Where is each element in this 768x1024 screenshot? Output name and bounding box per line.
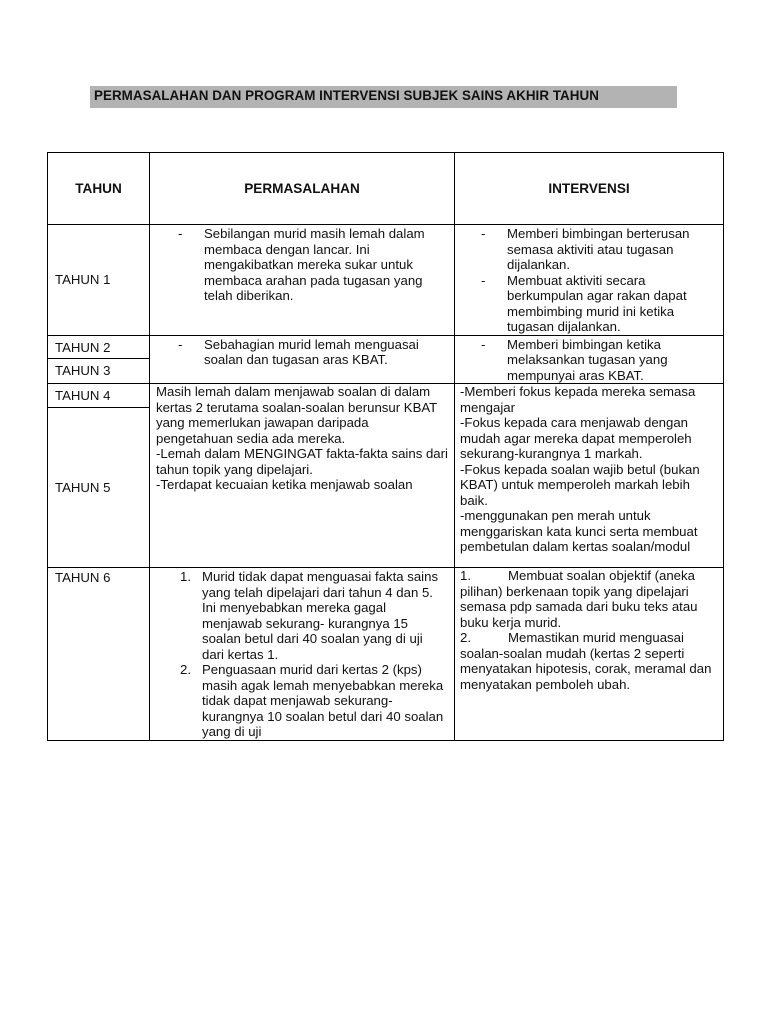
intervention-table — [47, 152, 724, 741]
list-item: 2. Memastikan murid menguasai soalan-soalan mudah (kertas 2 seperti menyatakan hipotesis, corak, meramal dan menyatakan pemboleh ubah. — [460, 630, 712, 692]
header-tahun: TAHUN — [48, 153, 150, 225]
intervention-cell — [455, 335, 724, 384]
list-item: - Memberi bimbingan berterusan semasa aktiviti atau tugasan dijalankan. — [481, 226, 690, 272]
table-row — [48, 384, 724, 408]
paragraph: -menggunakan pen merah untuk menggariskan kata kunci serta membuat pembetulan dalam kertas soalan/modul — [460, 508, 698, 554]
paragraph: -Terdapat kecuaian ketika menjawab soalan — [156, 477, 413, 492]
intervention-cell — [455, 384, 724, 568]
table-header-row — [48, 153, 724, 225]
paragraph: -Memberi fokus kepada mereka semasa mengajar — [460, 384, 696, 415]
year-label: TAHUN 2 — [48, 335, 150, 358]
problem-cell — [150, 225, 455, 336]
list-item: 1. Membuat soalan objektif (aneka pilihan) berkenaan topik yang dipelajari semasa pdp samada dari buku teks atau buku kerja murid. — [460, 568, 698, 630]
list-item: - Memberi bimbingan ketika melaksankan tugasan yang mempunyai aras KBAT. — [481, 336, 668, 383]
problem-cell — [150, 335, 455, 384]
table-row — [48, 335, 724, 358]
table-row — [48, 568, 724, 741]
header-intervensi: INTERVENSI — [455, 153, 724, 225]
year-label: TAHUN 3 — [48, 358, 150, 383]
list-item: 1. Murid tidak dapat menguasai fakta sains yang telah dipelajari dari tahun 4 dan 5. Ini menyebabkan mereka gagal menjawab sekurang- kurangnya 15 soalan betul dari 40 soalan yang di uji dari kertas 1. — [180, 569, 439, 662]
year-label: TAHUN 5 — [48, 408, 150, 568]
problem-cell — [150, 568, 455, 741]
table-row — [48, 225, 724, 336]
paragraph: -Fokus kepada cara menjawab dengan mudah agar mereka dapat memperoleh sekurang-kurangnya 1 markah. — [460, 415, 692, 461]
paragraph: -Lemah dalam MENGINGAT fakta-fakta sains dari tahun topik yang dipelajari. — [156, 446, 448, 477]
intervention-cell — [455, 225, 724, 336]
list-item: - Sebahagian murid lemah menguasai soalan dan tugasan aras KBAT. — [178, 336, 419, 367]
year-label: TAHUN 1 — [48, 225, 150, 336]
paragraph: -Fokus kepada soalan wajib betul (bukan KBAT) untuk memperoleh markah lebih baik. — [460, 461, 700, 508]
problem-cell — [150, 384, 455, 568]
list-item: - Membuat aktiviti secara berkumpulan agar rakan dapat membimbing murid ini ketika tugasan dijalankan. — [481, 272, 687, 334]
list-item: - Sebilangan murid masih lemah dalam membaca dengan lancar. Ini mengakibatkan mereka sukar untuk membaca arahan pada tugasan yang telah diberikan. — [178, 226, 425, 303]
paragraph: Masih lemah dalam menjawab soalan di dalam kertas 2 terutama soalan-soalan berunsur KBAT yang memerlukan jawapan daripada pengetahuan sedia ada mereka. — [156, 384, 437, 446]
year-label: TAHUN 4 — [48, 384, 150, 408]
year-label: TAHUN 6 — [48, 568, 150, 741]
intervention-cell — [455, 568, 724, 741]
document-title: PERMASALAHAN DAN PROGRAM INTERVENSI SUBJEK SAINS AKHIR TAHUN — [90, 86, 677, 108]
list-item: 2. Penguasaan murid dari kertas 2 (kps) masih agak lemah menyebabkan mereka tidak dapat menjawab sekurang-kurangnya 10 soalan betul dari 40 soalan yang di uji — [180, 662, 444, 739]
header-permasalahan: PERMASALAHAN — [150, 153, 455, 225]
